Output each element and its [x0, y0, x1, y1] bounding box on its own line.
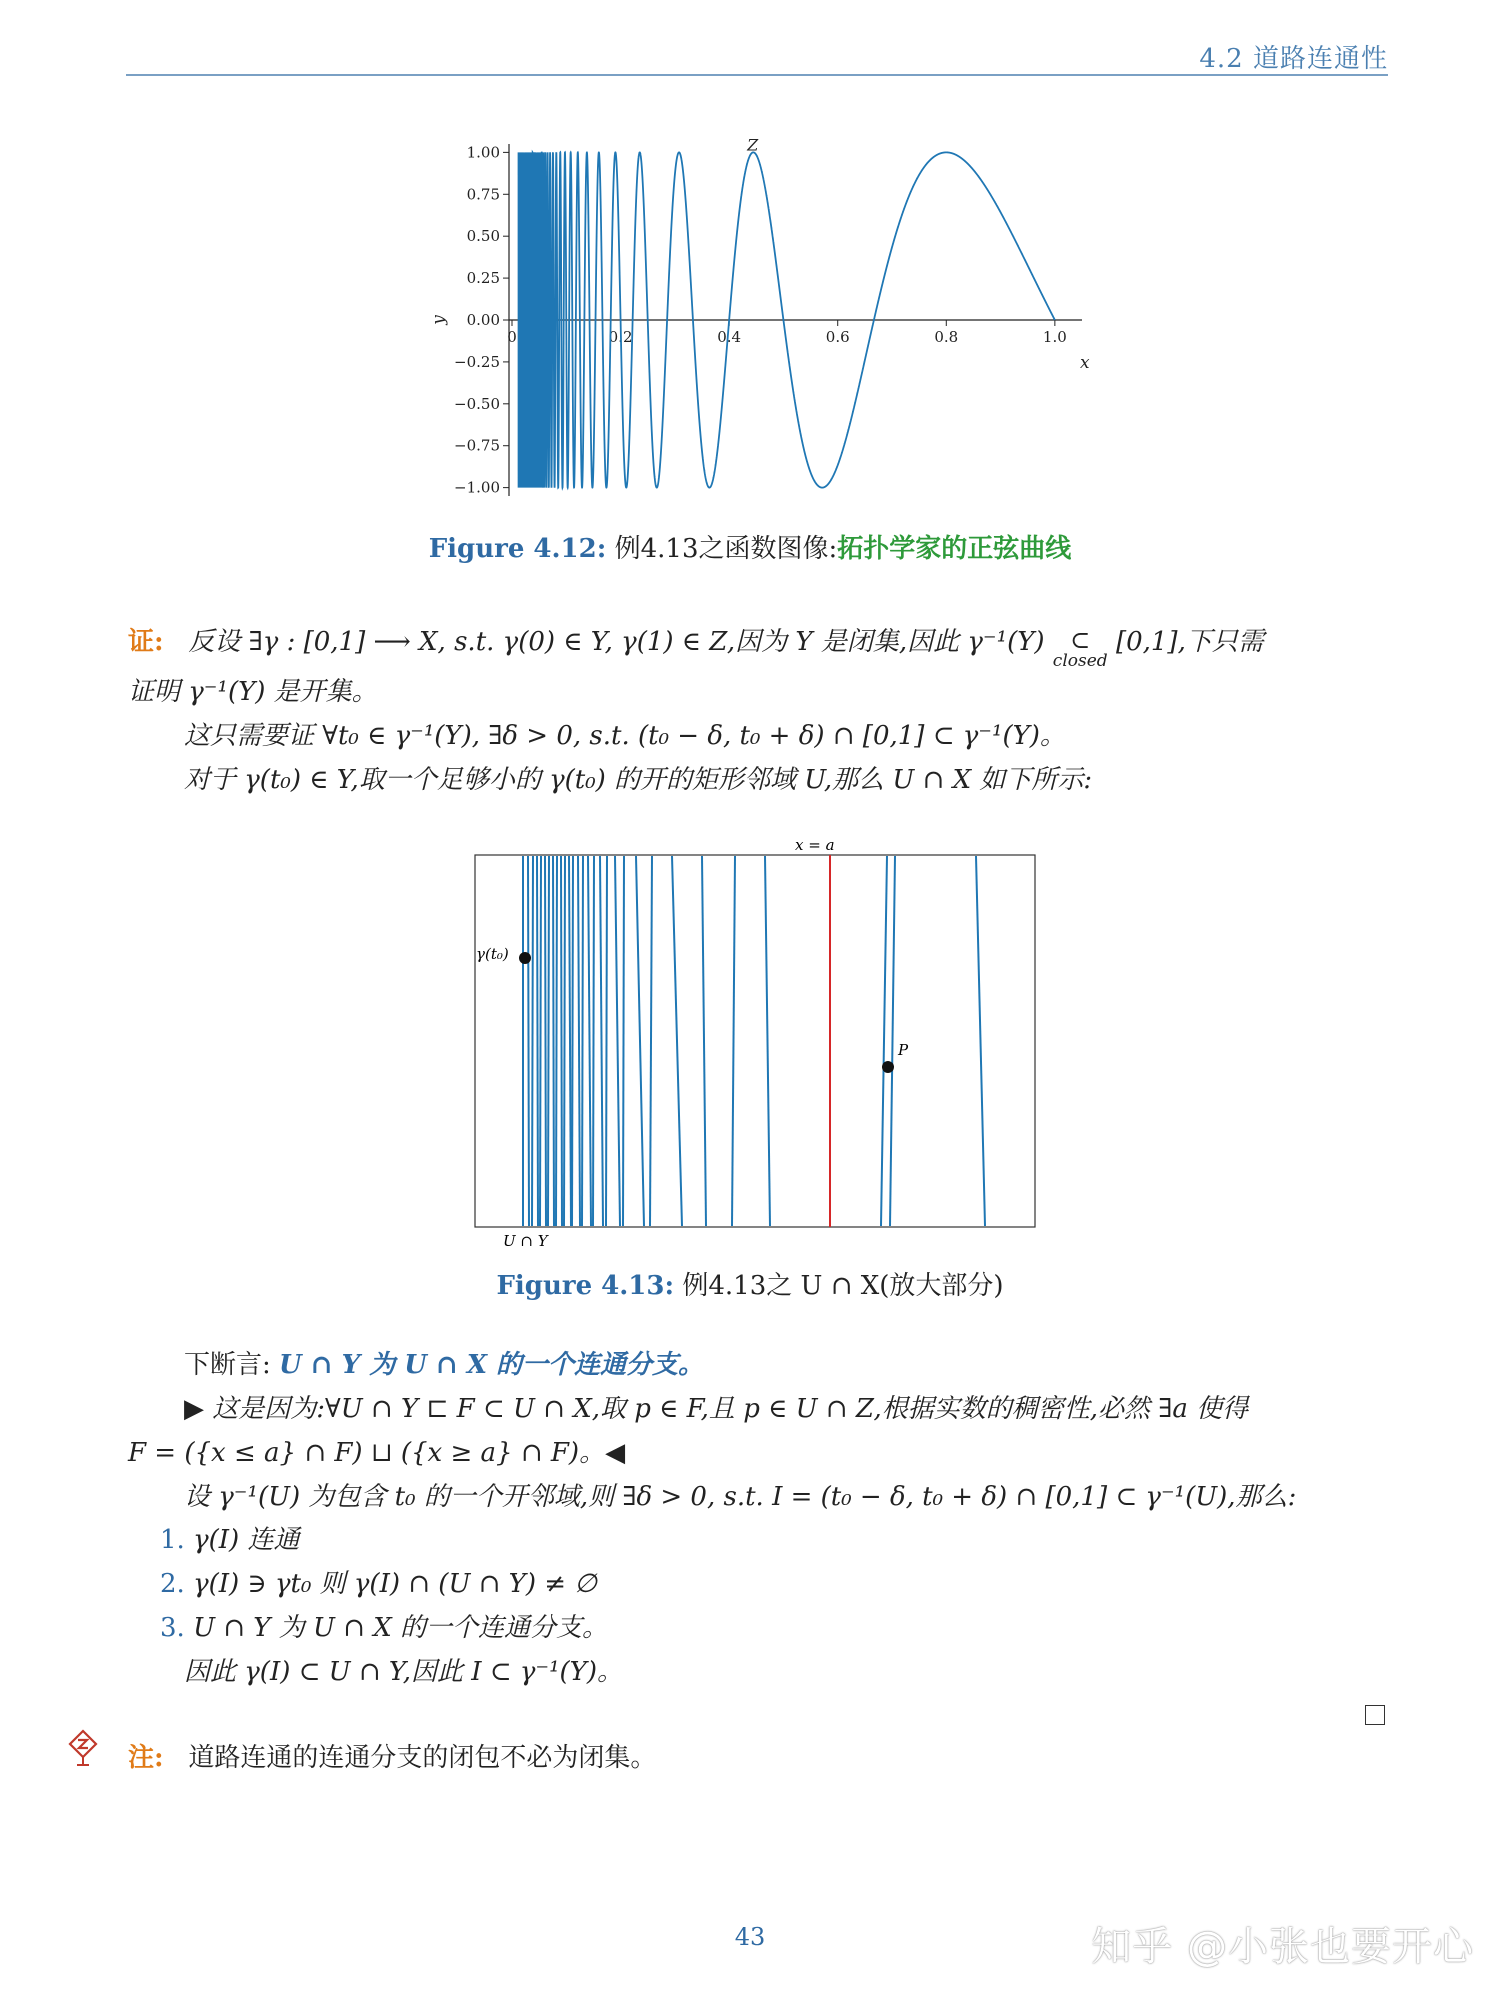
curve-strand	[548, 856, 549, 1226]
zoom-figure	[440, 835, 1080, 1255]
conclusion-line: 因此 γ(I) ⊂ U ∩ Y,因此 I ⊂ γ⁻¹(Y)。	[184, 1657, 623, 1687]
label-gamma-t0: γ(t₀)	[476, 945, 509, 963]
curve-strand	[890, 856, 895, 1226]
set-line: 设 γ⁻¹(U) 为包含 t₀ 的一个开邻域,则 ∃δ > 0, s.t. I = (t₀ − δ, t₀ + δ) ∩ [0,1] ⊂ γ⁻¹(U),那么:	[184, 1482, 1297, 1512]
point-p	[882, 1061, 894, 1073]
y-tick-label: 0.00	[466, 311, 500, 329]
curve-strand	[606, 856, 607, 1226]
zoom-frame	[475, 855, 1035, 1227]
x-tick-label: 0.2	[608, 328, 633, 346]
x-tick-label: 0	[507, 328, 517, 346]
list-item: 3. U ∩ Y 为 U ∩ X 的一个连通分支。	[160, 1613, 608, 1643]
curve-strand	[545, 856, 546, 1226]
curve-strand	[578, 856, 580, 1226]
curve-strand	[623, 856, 624, 1226]
curve-strand	[528, 856, 529, 1226]
page-number: 43	[734, 1923, 766, 1951]
caption-label: Figure 4.13:	[496, 1271, 675, 1301]
figure-4-13-caption	[0, 1265, 1500, 1302]
curve-strand	[636, 856, 644, 1226]
note-text: 道路连通的连通分支的闭包不必为闭集。	[188, 1743, 657, 1773]
proof-line-1: 反设 ∃γ : [0,1] ⟶ X, s.t. γ(0) ∈ Y, γ(1) ∈ Z,因为 Y 是闭集,因此 γ⁻¹(Y)	[188, 627, 1045, 657]
header-rule	[126, 74, 1388, 76]
y-tick-label: 0.50	[466, 227, 500, 246]
y-axis-label: y	[429, 315, 449, 325]
qed-box	[1365, 1705, 1385, 1725]
curve-strand	[672, 856, 682, 1226]
closed-subset: ⊂ closed	[1052, 626, 1108, 671]
proof-paragraph	[128, 622, 1390, 670]
y-tick-label: −0.75	[454, 436, 500, 455]
proof-line-2: 证明 γ⁻¹(Y) 是开集。	[128, 677, 378, 707]
curve-strand	[765, 856, 770, 1226]
point-gamma-t0	[519, 952, 531, 964]
caption-text: 例4.13之函数图像:	[614, 534, 838, 564]
curve-strand	[564, 856, 565, 1226]
y-tick-label: 1.00	[466, 143, 500, 162]
curve-strand	[556, 856, 557, 1226]
curve-strand	[537, 856, 538, 1226]
proof-line-3: 这只需要证 ∀t₀ ∈ γ⁻¹(Y), ∃δ > 0, s.t. (t₀ − δ, t₀ + δ) ∩ [0,1] ⊂ γ⁻¹(Y)。	[184, 721, 1066, 751]
curve-strand	[569, 856, 571, 1226]
caption-emphasis: 拓扑学家的正弦曲线	[837, 534, 1072, 564]
reason-line-2: F = ({x ≤ a} ∩ F) ⊔ ({x ≥ a} ∩ F)。◀	[128, 1438, 626, 1468]
y-tick-label: 0.25	[466, 269, 500, 288]
curve-strand	[561, 856, 562, 1226]
curve-strand	[553, 856, 554, 1226]
y-tick-label: 0.75	[466, 185, 500, 204]
y-tick-label: −0.50	[454, 394, 500, 413]
curve-strand	[572, 856, 573, 1226]
curve-strand	[582, 856, 583, 1226]
curve-strand	[588, 856, 591, 1226]
list-item: 2. γ(I) ∋ γt₀ 则 γ(I) ∩ (U ∩ Y) ≠ ∅	[160, 1569, 597, 1599]
proof-label: 证:	[128, 627, 164, 657]
note-line	[128, 1738, 656, 1778]
x-tick-label: 0.6	[825, 328, 850, 346]
sine-curve-chart	[420, 130, 1100, 530]
note-icon	[66, 1728, 100, 1768]
figure-4-12-caption	[0, 528, 1500, 565]
caption-text: 例4.13之 U ∩ X(放大部分)	[682, 1271, 1004, 1301]
curve-strand	[532, 856, 533, 1226]
running-header: 4.2 道路连通性	[1199, 44, 1388, 74]
assertion-line: 下断言: U ∩ Y 为 U ∩ X 的一个连通分支。	[184, 1350, 705, 1380]
note-label: 注:	[128, 1743, 164, 1773]
curve-strand	[702, 856, 706, 1226]
curve-annotation-z: Z	[747, 135, 759, 155]
proof-line-1-tail: [0,1],下只需	[1115, 627, 1264, 657]
curve-strand	[593, 856, 594, 1226]
curve-strand	[976, 856, 985, 1226]
curve-strand	[881, 856, 887, 1226]
list-item: 1. γ(I) 连通	[160, 1525, 300, 1555]
x-tick-label: 1.0	[1042, 328, 1067, 346]
caption-label: Figure 4.12:	[428, 534, 607, 564]
curve-strand	[732, 856, 735, 1226]
curve-strand	[600, 856, 603, 1226]
label-u-cap-y: U ∩ Y	[503, 1232, 548, 1250]
y-tick-label: −1.00	[454, 478, 500, 497]
x-tick-label: 0.4	[717, 328, 742, 346]
x-axis-label: x	[1080, 353, 1090, 373]
x-tick-label: 0.8	[934, 328, 959, 346]
proof-line-4: 对于 γ(t₀) ∈ Y,取一个足够小的 γ(t₀) 的开的矩形邻域 U,那么 U ∩ X 如下所示:	[184, 765, 1093, 795]
watermark: 知乎 @小张也要开心	[1091, 1924, 1474, 1970]
curve-strand	[540, 856, 541, 1226]
curve-strand	[650, 856, 652, 1226]
label-x-equals-a: x = a	[795, 836, 835, 854]
reason-line-1: ▶ 这是因为:∀U ∩ Y ⊏ F ⊂ U ∩ X,取 p ∈ F,且 p ∈ U ∩ Z,根据实数的稠密性,必然 ∃a 使得	[184, 1394, 1249, 1424]
assertion-emphasis: U ∩ Y 为 U ∩ X 的一个连通分支。	[279, 1350, 705, 1380]
label-p: P	[898, 1041, 909, 1059]
y-tick-label: −0.25	[454, 352, 500, 371]
curve-strand	[615, 856, 620, 1226]
